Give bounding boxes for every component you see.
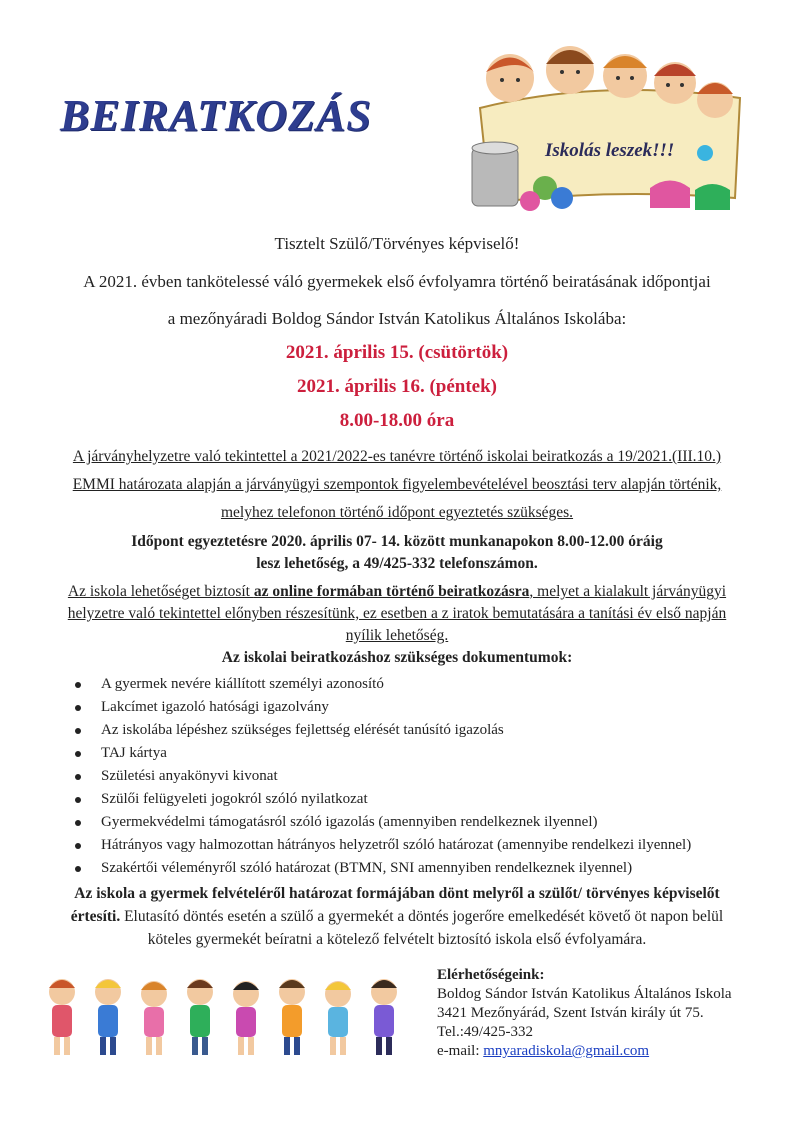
date-1: 2021. április 15. (csütörtök) — [285, 342, 509, 363]
decision-rest: Elutasító döntés esetén a szülő a gyermekét a döntés jogerőre emelkedését követő öt napon belül — [120, 908, 724, 925]
notice-line-1: A járványhelyzetre való tekintettel a 2021/2022-es tanévre történő iskolai beiratkozás a 19/2021.(III.10.) — [72, 448, 722, 465]
kids-row-illustration — [40, 972, 420, 1062]
contact-block — [437, 966, 732, 1061]
list-item: Születési anyakönyvi kivonat — [75, 765, 691, 788]
decision-bold: értesíti. — [70, 908, 121, 925]
date-2: 2021. április 16. (péntek) — [296, 376, 498, 397]
list-item: Szülői felügyeleti jogokról szóló nyilatkozat — [75, 788, 691, 811]
online-text-b: , melyet a kialakult járványügyi — [529, 583, 727, 600]
page-title: BEIRATKOZÁS — [60, 91, 372, 140]
decision-line-1: Az iskola a gyermek felvételéről határozat formájában dönt melyről a szülőt/ törvényes képviselőt — [74, 885, 720, 902]
greeting: Tisztelt Szülő/Törvényes képviselő! — [274, 234, 520, 253]
banner-text: Iskolás leszek!!! — [545, 140, 675, 161]
list-item: TAJ kártya — [75, 742, 691, 765]
contact-email-line — [437, 1042, 732, 1061]
decision-line-3: köteles gyermekét beíratni a kötelező felvételt biztosító iskola első évfolyamára. — [147, 931, 647, 948]
notice-line-2: EMMI határozata alapján a járványügyi szempontok figyelembevételével beosztási terv alapján történik, — [72, 476, 722, 493]
decision-line-2 — [0, 905, 794, 928]
list-item: Gyermekvédelmi támogatásról szóló igazolás (amennyiben rendelkeznek ilyennel) — [75, 811, 691, 834]
online-line-2: helyzetre való tekintettel előnyben részesítünk, ez esetben a z iratok bemutatására a tanítási év első napján — [67, 605, 727, 622]
intro-line-1: A 2021. évben tankötelessé váló gyermekek első évfolyamra történő beiratásának időpontjai — [83, 272, 711, 291]
contact-school: Boldog Sándor István Katolikus Általános Iskola — [437, 986, 732, 1002]
contact-address: 3421 Mezőnyárád, Szent István király út 75. — [437, 1005, 704, 1021]
list-item: Lakcímet igazoló hatósági igazolvány — [75, 696, 691, 719]
list-item: A gyermek nevére kiállított személyi azonosító — [75, 673, 691, 696]
online-text-a: Az iskola lehetőséget biztosít — [67, 583, 254, 600]
list-item: Szakértői véleményről szóló határozat (BTMN, SNI amennyiben rendelkeznek ilyennel) — [75, 857, 691, 880]
email-link[interactable]: mnyaradiskola@gmail.com — [483, 1043, 650, 1059]
appointment-line-2: lesz lehetőség, a 49/425-332 telefonszámon. — [256, 555, 538, 572]
hours: 8.00-18.00 óra — [339, 410, 455, 431]
email-label: e-mail: — [437, 1043, 484, 1059]
online-line-3: nyílik lehetőség. — [345, 627, 449, 644]
online-text-bold: az online formában történő beiratkozásra — [253, 583, 530, 600]
list-item: Hátrányos vagy halmozottan hátrányos helyzetről szóló határozat (amennyibe rendelkezi ilyennel) — [75, 834, 691, 857]
appointment-line-1: Időpont egyeztetésre 2020. április 07- 14. között munkanapokon 8.00-12.00 óráig — [131, 533, 663, 550]
list-item: Az iskolába lépéshez szükséges fejlettség elérését tanúsító igazolás — [75, 719, 691, 742]
online-line-1 — [0, 580, 794, 603]
documents-heading: Az iskolai beiratkozáshoz szükséges dokumentumok: — [221, 649, 573, 666]
documents-list — [75, 673, 691, 880]
notice-line-3: melyhez telefonon történő időpont egyeztetés szükséges. — [220, 504, 574, 521]
contact-heading: Elérhetőségeink: — [437, 967, 545, 983]
contact-phone: Tel.:49/425-332 — [437, 1024, 534, 1040]
intro-line-2: a mezőnyáradi Boldog Sándor István Katolikus Általános Iskolába: — [167, 309, 627, 328]
kids-banner-illustration — [450, 38, 750, 223]
